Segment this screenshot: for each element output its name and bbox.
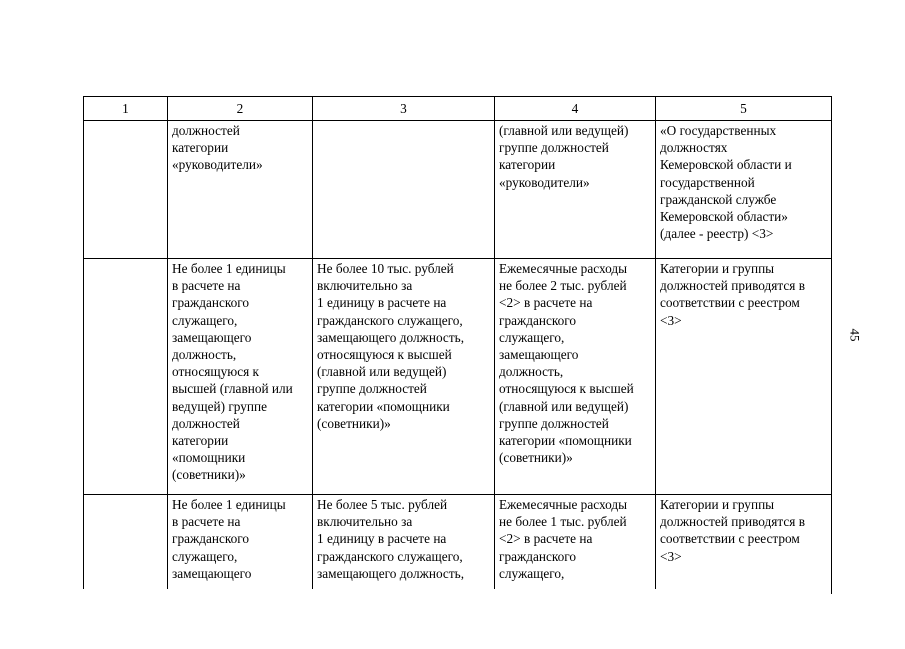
table-cell: должностей категории «руководители» xyxy=(168,121,313,259)
regulation-table xyxy=(83,96,832,594)
table-row xyxy=(84,259,832,495)
table-cell: Не более 5 тыс. рублей включительно за 1 единицу в расчете на гражданского служащего, замещающего должность, xyxy=(313,495,495,594)
table-header-row xyxy=(84,97,832,121)
page-number: 45 xyxy=(847,328,863,342)
column-number-4: 4 xyxy=(495,97,656,121)
page-bottom-cutoff xyxy=(83,589,831,649)
table-cell xyxy=(84,259,168,495)
table-cell: (главной или ведущей) группе должностей категории «руководители» xyxy=(495,121,656,259)
column-number-3: 3 xyxy=(313,97,495,121)
table-row xyxy=(84,495,832,594)
table-cell: Ежемесячные расходы не более 2 тыс. рублей <2> в расчете на гражданского служащего, замещающего должность, относящуюся к высшей (главной или ведущей) группе должностей категории «помощники (советники)» xyxy=(495,259,656,495)
table-cell: Не более 1 единицы в расчете на гражданского служащего, замещающего должность, относящуюся к высшей (главной или ведущей) группе должностей категории «помощники (советники)» xyxy=(168,259,313,495)
table-cell xyxy=(84,121,168,259)
column-number-5: 5 xyxy=(656,97,832,121)
table-cell xyxy=(84,495,168,594)
table-cell: Не более 1 единицы в расчете на гражданского служащего, замещающего xyxy=(168,495,313,594)
table-row xyxy=(84,121,832,259)
table-cell: Категории и группы должностей приводятся в соответствии с реестром <3> xyxy=(656,259,832,495)
table-cell: «О государственных должностях Кемеровской области и государственной гражданской службе Кемеровской области» (далее - реестр) <3> xyxy=(656,121,832,259)
table-cell xyxy=(313,121,495,259)
table-cell: Ежемесячные расходы не более 1 тыс. рублей <2> в расчете на гражданского служащего, xyxy=(495,495,656,594)
table-cell: Категории и группы должностей приводятся в соответствии с реестром <3> xyxy=(656,495,832,594)
table-cell: Не более 10 тыс. рублей включительно за 1 единицу в расчете на гражданского служащего, замещающего должность, относящуюся к высшей (главной или ведущей) группе должностей категории «помощники (советники)» xyxy=(313,259,495,495)
column-number-1: 1 xyxy=(84,97,168,121)
column-number-2: 2 xyxy=(168,97,313,121)
